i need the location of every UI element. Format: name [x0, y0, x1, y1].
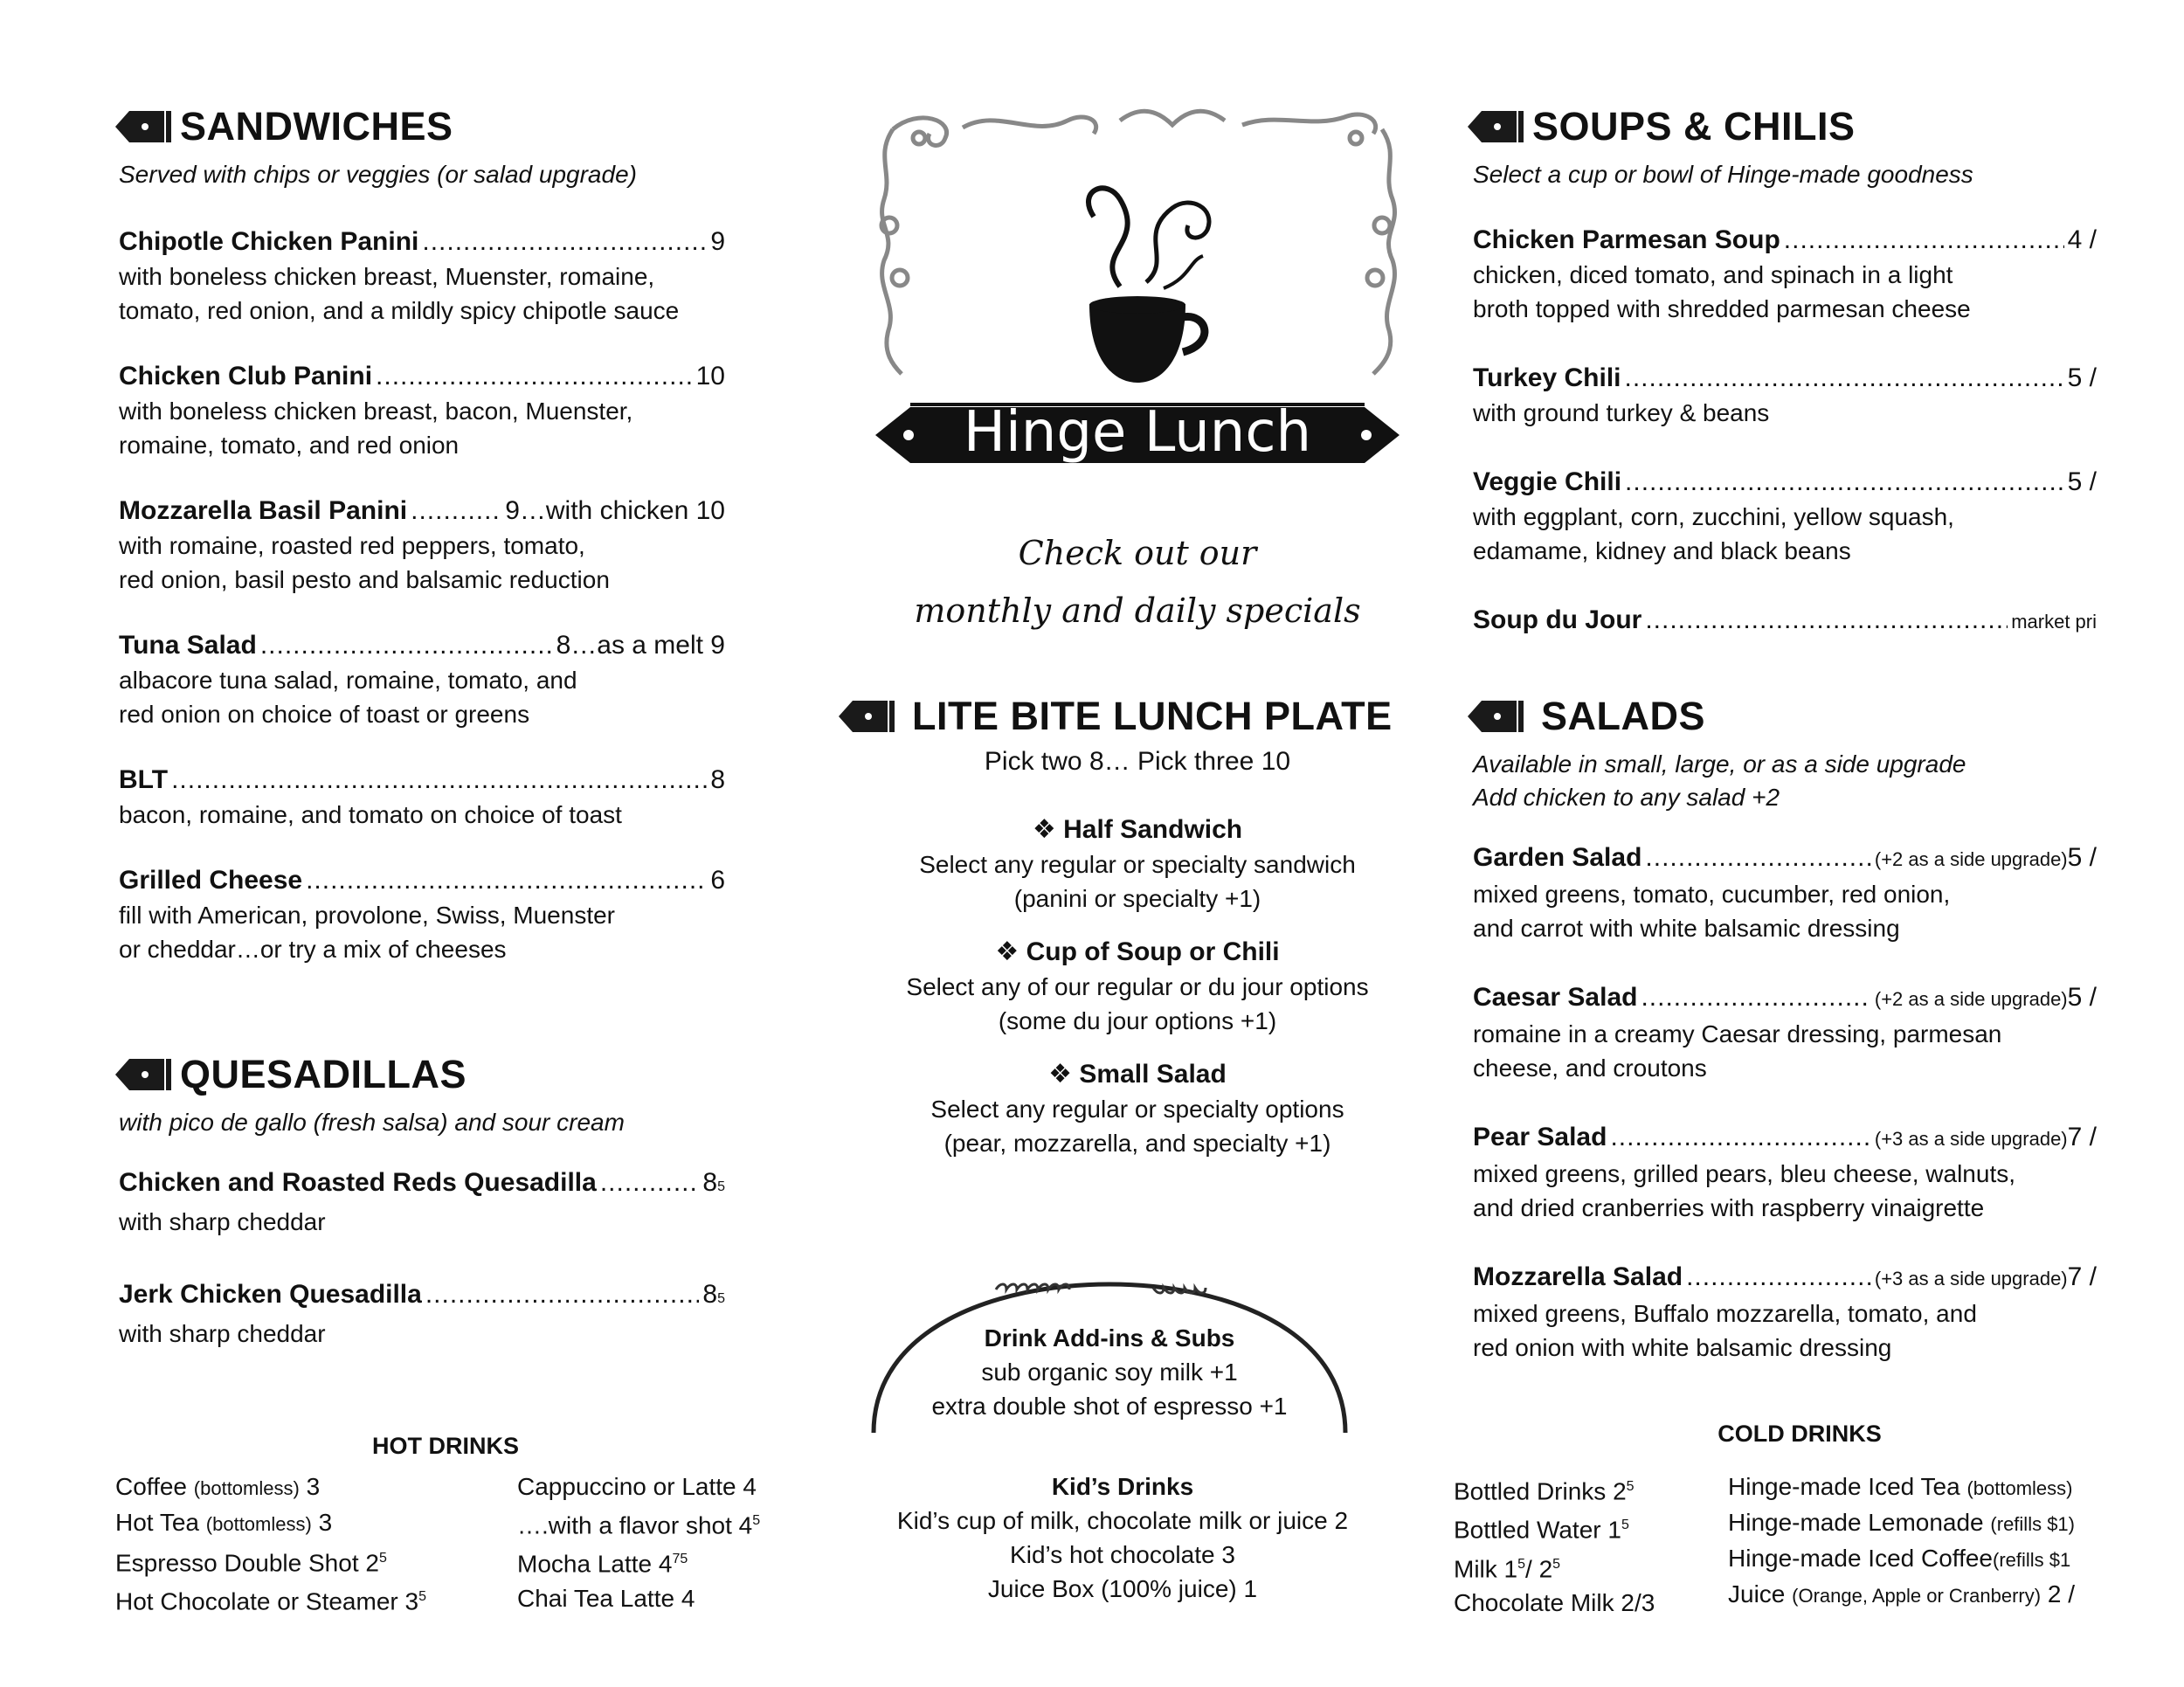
drink-name: Cappuccino or Latte 4 [517, 1473, 757, 1500]
lite-bite-option-name: Small Salad [1079, 1060, 1227, 1089]
price-superscript: 5 [1552, 1556, 1561, 1572]
menu-item-price: market pri [2011, 611, 2097, 633]
lite-bite-option [840, 1057, 1434, 1160]
lite-bite-title: LITE BITE LUNCH PLATE [912, 694, 1393, 738]
menu-item-name: Soup du Jour [1473, 605, 1642, 634]
drink-note: (bottomless) [193, 1477, 300, 1499]
hot-drink-item [115, 1505, 426, 1541]
menu-item-name: Grilled Cheese [119, 866, 303, 895]
menu-item-price: 5 / [2067, 843, 2097, 872]
lite-bite-options [840, 812, 1434, 1179]
menu-item-price: 8 [702, 1280, 718, 1309]
hot-drinks-left [115, 1469, 426, 1619]
menu-item-description: with ground turkey & beans [1473, 399, 1770, 426]
lite-bite-option-name: Cup of Soup or Chili [1026, 937, 1280, 966]
dot-leader [422, 225, 707, 259]
drink-name: Mocha Latte 4 [517, 1550, 673, 1578]
drink-note: (Orange, Apple or Cranberry) [1792, 1585, 2042, 1607]
soup-list [1473, 223, 2097, 640]
lite-bite-option-name: Half Sandwich [1063, 815, 1243, 844]
tag-icon [107, 1054, 173, 1096]
tag-icon [1459, 695, 1525, 737]
menu-item [119, 1277, 725, 1351]
salads-header [1459, 690, 2097, 743]
dot-leader [1784, 223, 2064, 258]
soups-section [1459, 100, 2097, 640]
menu-item [119, 494, 725, 597]
lite-bite-option [840, 812, 1434, 916]
kids-drinks-line-3: Juice Box (100% juice) 1 [987, 1575, 1258, 1602]
dot-leader [306, 863, 707, 898]
diamond-bullet-icon: ❖ [995, 937, 1026, 966]
drink-name: Bottled Drinks 2 [1454, 1477, 1627, 1505]
menu-item-name: Caesar Salad [1473, 983, 1638, 1012]
cold-drink-item [1728, 1541, 2093, 1577]
quesadillas-header [107, 1048, 725, 1101]
menu-item-description: romaine, tomato, and red onion [119, 432, 460, 459]
lite-bite-option-line: Select any of our regular or du jour options [906, 973, 1369, 1000]
menu-item-price: 5 / [2067, 363, 2097, 392]
sandwich-list [119, 225, 725, 966]
menu-item [1473, 465, 2097, 568]
menu-item-description: bacon, romaine, and tomato on choice of toast [119, 801, 622, 828]
drink-note: (bottomless) [1966, 1477, 2073, 1499]
menu-item-price: 5 / [2067, 467, 2097, 496]
quesadillas-section [107, 1048, 725, 1351]
drink-price: 2 / [2041, 1580, 2075, 1607]
drink-name: Chai Tea Latte 4 [517, 1584, 695, 1612]
logo [858, 103, 1417, 470]
lite-bite-header [830, 690, 1393, 743]
drink-name: Hot Tea [115, 1509, 206, 1536]
kids-drinks-line-2: Kid’s hot chocolate 3 [1010, 1541, 1235, 1568]
menu-item-line [1473, 1260, 2097, 1296]
soups-title: SOUPS & CHILIS [1532, 104, 1856, 149]
price-superscript: 5 [717, 1179, 725, 1194]
specials-line-2: monthly and daily specials [914, 591, 1361, 630]
addins-title: Drink Add-ins & Subs [984, 1324, 1235, 1352]
drink-name: Hinge-made Lemonade [1728, 1509, 1991, 1536]
lite-bite-option-line: Select any regular or specialty sandwich [919, 851, 1356, 878]
menu-item-description: broth topped with shredded parmesan cheese [1473, 295, 1971, 322]
menu-item-line [1473, 361, 2097, 396]
sandwiches-header [107, 100, 725, 153]
cold-drink-item [1454, 1547, 1655, 1586]
menu-item-line [1473, 980, 2097, 1017]
drink-price: 3 [299, 1473, 321, 1500]
menu-item-description: fill with American, provolone, Swiss, Muenster [119, 902, 615, 929]
drink-name: Espresso Double Shot 2 [115, 1549, 379, 1577]
menu-item-name: Turkey Chili [1473, 363, 1621, 392]
hot-drink-item [115, 1580, 426, 1618]
specials-line-1: Check out our [1018, 534, 1257, 572]
hot-drink-item [517, 1504, 760, 1542]
drink-price: / 2 [1525, 1554, 1553, 1582]
lite-bite-option-line: Select any regular or specialty options [930, 1096, 1344, 1123]
price-superscript: 75 [672, 1552, 688, 1567]
menu-item-line [119, 494, 725, 529]
drink-name: Hinge-made Iced Tea [1728, 1473, 1967, 1500]
menu-item-line [119, 763, 725, 798]
price-superscript: 5 [418, 1589, 426, 1605]
kids-drinks-title: Kid’s Drinks [1051, 1473, 1194, 1500]
salads-subtitle-2: Add chicken to any salad +2 [1473, 784, 1780, 811]
addins-block [858, 1321, 1361, 1423]
price-superscript: 5 [1626, 1479, 1635, 1494]
menu-item [1473, 1260, 2097, 1365]
side-upgrade-note: (+2 as a side upgrade) [1874, 988, 2068, 1010]
dot-leader [1624, 361, 2063, 396]
cold-drink-item [1454, 1508, 1655, 1546]
dot-leader [600, 1165, 700, 1200]
cold-drink-item [1728, 1577, 2093, 1613]
menu-item-description: with boneless chicken breast, bacon, Muenster, [119, 398, 633, 425]
menu-item-name: Jerk Chicken Quesadilla [119, 1280, 422, 1309]
menu-item [119, 863, 725, 966]
price-superscript: 5 [1621, 1518, 1629, 1533]
cold-drinks-title: COLD DRINKS [1717, 1421, 1882, 1447]
hot-drink-item [517, 1581, 760, 1615]
drink-note: (bottomless) [205, 1513, 312, 1535]
menu-item-line [1473, 223, 2097, 258]
menu-item-name: Chipotle Chicken Panini [119, 227, 419, 256]
kids-drinks [858, 1469, 1387, 1606]
tag-icon [1459, 106, 1525, 148]
dot-leader [425, 1277, 700, 1312]
menu-item-price: 7 / [2067, 1123, 2097, 1151]
price-superscript: 5 [378, 1551, 387, 1566]
menu-item [119, 763, 725, 832]
menu-item-name: Mozzarella Salad [1473, 1262, 1683, 1291]
menu-item [1473, 1120, 2097, 1225]
drink-name: Hot Chocolate or Steamer 3 [115, 1587, 419, 1615]
menu-item-description: red onion, basil pesto and balsamic reduction [119, 566, 610, 593]
menu-item-description: with sharp cheddar [119, 1208, 326, 1235]
menu-item-description: red onion on choice of toast or greens [119, 701, 530, 728]
cold-drink-item [1728, 1469, 2093, 1505]
drink-note: (refills $1) [1990, 1513, 2075, 1535]
cold-drink-item [1454, 1469, 1655, 1508]
menu-item-description: chicken, diced tomato, and spinach in a light [1473, 261, 1953, 288]
menu-item-name: Veggie Chili [1473, 467, 1622, 496]
menu-item [1473, 603, 2097, 640]
tag-icon [830, 695, 896, 737]
hot-drinks-title: HOT DRINKS [372, 1433, 519, 1459]
menu-item [1473, 223, 2097, 326]
menu-item-name: Chicken Parmesan Soup [1473, 225, 1780, 254]
side-upgrade-note: (+3 as a side upgrade) [1874, 1268, 2068, 1289]
dot-leader [1610, 1120, 1870, 1155]
menu-item-description: or cheddar…or try a mix of cheeses [119, 936, 507, 963]
menu-item [119, 359, 725, 462]
drink-name: ….with a flavor shot 4 [517, 1511, 753, 1539]
dot-leader [1686, 1260, 1871, 1295]
dot-leader [171, 763, 707, 798]
menu-item-line [119, 359, 725, 394]
menu-item [1473, 980, 2097, 1085]
hot-drink-item [517, 1469, 760, 1504]
menu-item-line [119, 1277, 725, 1317]
menu-item-description: tomato, red onion, and a mildly spicy chipotle sauce [119, 297, 680, 324]
menu-item-name: Mozzarella Basil Panini [119, 496, 408, 525]
salad-list [1473, 840, 2097, 1365]
soups-subtitle: Select a cup or bowl of Hinge-made goodness [1473, 161, 1973, 188]
sandwiches-title: SANDWICHES [180, 104, 453, 149]
menu-item-name: Tuna Salad [119, 631, 257, 660]
menu-item-price: 8…as a melt 9 [556, 631, 725, 660]
menu-item-description: with romaine, roasted red peppers, tomato, [119, 532, 585, 559]
dot-leader [260, 628, 553, 663]
menu-item-description: edamame, kidney and black beans [1473, 537, 1851, 564]
lite-bite-option-title [840, 1057, 1434, 1092]
menu-item-line [119, 225, 725, 259]
drink-name: Bottled Water 1 [1454, 1516, 1621, 1544]
menu-item-line [119, 863, 725, 898]
cold-drinks-right [1728, 1469, 2093, 1613]
lite-bite-subtitle: Pick two 8… Pick three 10 [984, 747, 1291, 776]
menu-item-price: 9 [710, 227, 725, 256]
menu-item-description: with sharp cheddar [119, 1320, 326, 1347]
menu-item-price: 8 [702, 1168, 718, 1197]
menu-item-line [1473, 1120, 2097, 1157]
kids-drinks-line-1: Kid’s cup of milk, chocolate milk or juice 2 [896, 1507, 1349, 1534]
sandwiches-section [107, 100, 725, 966]
price-superscript: 5 [717, 1291, 725, 1306]
menu-item-price: 8 [710, 765, 725, 794]
menu-item-line [119, 628, 725, 663]
menu-item-description: albacore tuna salad, romaine, tomato, and [119, 667, 577, 694]
menu-item-price: 4 / [2067, 225, 2097, 254]
drink-name: Chocolate Milk 2/3 [1454, 1588, 1655, 1616]
cold-drinks-left [1454, 1469, 1655, 1620]
menu-item [119, 225, 725, 328]
menu-item-price: 7 / [2067, 1262, 2097, 1291]
soups-header [1459, 100, 2097, 153]
salads-subtitle-1: Available in small, large, or as a side upgrade [1473, 750, 1966, 778]
quesadilla-list [119, 1165, 725, 1351]
dot-leader [411, 494, 501, 529]
menu-item-description: and carrot with white balsamic dressing [1473, 915, 1900, 942]
menu-item-price: 6 [710, 866, 725, 895]
side-upgrade-note: (+3 as a side upgrade) [1874, 1128, 2068, 1150]
cold-drink-item [1454, 1586, 1655, 1620]
quesadillas-title: QUESADILLAS [180, 1052, 467, 1096]
tag-icon [107, 106, 173, 148]
menu-item-description: mixed greens, grilled pears, bleu cheese, walnuts, [1473, 1160, 2016, 1187]
lite-bite-option-line: (pear, mozzarella, and specialty +1) [943, 1130, 1331, 1157]
dot-leader [1641, 980, 1870, 1015]
menu-item [119, 628, 725, 731]
lite-bite-option-title [840, 935, 1434, 970]
coffee-cup-icon [1089, 188, 1209, 383]
menu-item-line [1473, 840, 2097, 877]
dot-leader [1645, 603, 2008, 638]
side-upgrade-note: (+2 as a side upgrade) [1874, 848, 2068, 870]
drink-name: Coffee [115, 1473, 194, 1500]
addins-line-1: sub organic soy milk +1 [981, 1359, 1238, 1386]
dot-leader [1625, 465, 2064, 500]
menu-item-description: cheese, and croutons [1473, 1054, 1707, 1082]
lite-bite-option-line: (panini or specialty +1) [1013, 885, 1261, 912]
menu-item-name: Chicken Club Panini [119, 362, 373, 391]
menu-item-description: and dried cranberries with raspberry vinaigrette [1473, 1194, 1985, 1221]
salads-section [1459, 690, 2097, 1365]
specials-note [858, 524, 1417, 640]
menu-item-price: 9…with chicken 10 [505, 496, 725, 525]
menu-item-name: Garden Salad [1473, 843, 1642, 872]
hot-drink-item [115, 1469, 426, 1505]
menu-item [1473, 840, 2097, 945]
lite-bite-option-line: (some du jour options +1) [998, 1007, 1277, 1034]
logo-frame [858, 103, 1417, 470]
menu-item-name: Chicken and Roasted Reds Quesadilla [119, 1168, 597, 1197]
sandwiches-subtitle: Served with chips or veggies (or salad upgrade) [119, 161, 637, 188]
cold-drink-item [1728, 1505, 2093, 1541]
menu-item-name: BLT [119, 765, 169, 794]
diamond-bullet-icon: ❖ [1032, 815, 1064, 844]
addins-line-2: extra double shot of espresso +1 [931, 1393, 1288, 1420]
dot-leader [1645, 840, 1870, 875]
menu-item-price: 5 / [2067, 983, 2097, 1012]
diamond-bullet-icon: ❖ [1048, 1060, 1080, 1089]
price-superscript: 5 [1517, 1556, 1526, 1572]
menu-item [1473, 361, 2097, 430]
drink-note: (refills $1 [1993, 1549, 2071, 1571]
hot-drinks-right [517, 1469, 760, 1615]
logo-text: Hinge Lunch [963, 400, 1312, 465]
drink-name: Juice [1728, 1580, 1793, 1607]
menu-item-line [119, 1165, 725, 1205]
dot-leader [376, 359, 693, 394]
lite-bite-section [830, 690, 1393, 743]
hot-drink-item [115, 1541, 426, 1580]
menu-item-description: with boneless chicken breast, Muenster, romaine, [119, 263, 655, 290]
menu-item-line [1473, 603, 2097, 640]
menu-item-description: red onion with white balsamic dressing [1473, 1334, 1892, 1361]
lite-bite-option [840, 935, 1434, 1038]
menu-item-price: 10 [695, 362, 725, 391]
drink-name: Hinge-made Iced Coffee [1728, 1545, 1993, 1572]
menu-item [119, 1165, 725, 1239]
menu-item-description: romaine in a creamy Caesar dressing, parmesan [1473, 1020, 2002, 1047]
price-superscript: 5 [752, 1513, 761, 1528]
drink-name: Milk 1 [1454, 1554, 1518, 1582]
menu-item-description: mixed greens, tomato, cucumber, red onion, [1473, 881, 1951, 908]
lite-bite-option-title [840, 812, 1434, 847]
menu-item-description: mixed greens, Buffalo mozzarella, tomato, and [1473, 1300, 1977, 1327]
drink-price: 3 [311, 1509, 333, 1536]
hot-drink-item [517, 1542, 760, 1580]
salads-title: SALADS [1541, 694, 1706, 738]
menu-item-line [1473, 465, 2097, 500]
menu-item-description: with eggplant, corn, zucchini, yellow squash, [1473, 503, 1954, 530]
menu-item-name: Pear Salad [1473, 1123, 1607, 1151]
quesadillas-subtitle: with pico de gallo (fresh salsa) and sour cream [119, 1109, 625, 1136]
